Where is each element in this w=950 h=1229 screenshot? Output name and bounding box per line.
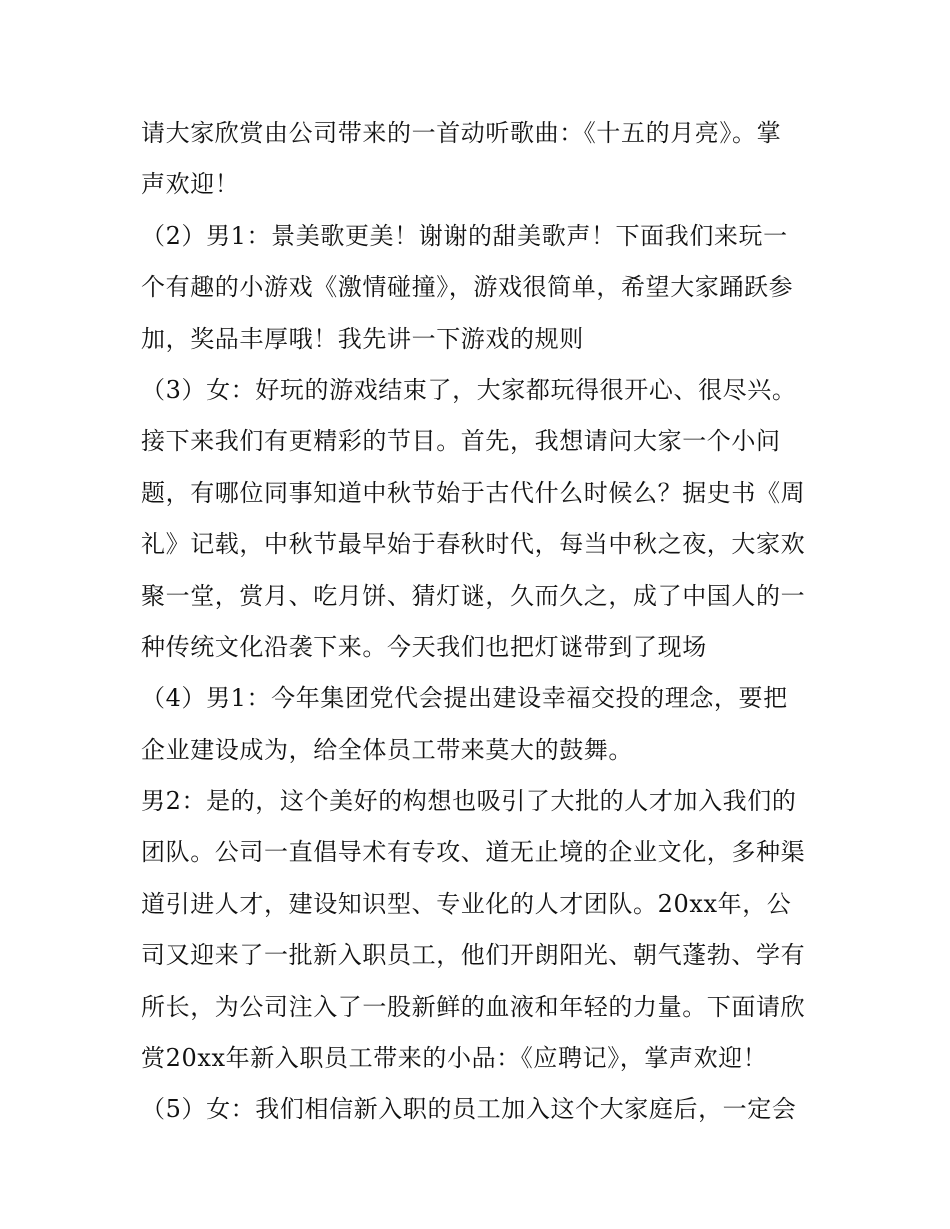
text-line: 声欢迎！ [141,170,240,199]
text-line: 所长，为公司注入了一股新鲜的血液和年轻的力量。下面请欣 [141,992,806,1021]
text-line: （5）女：我们相信新入职的员工加入这个大家庭后，一定会 [141,1095,797,1124]
text-line: 礼》记载，中秋节最早始于春秋时代，每当中秋之夜，大家欢 [141,530,806,559]
text-line: 团队。公司一直倡导术有专攻、道无止境的企业文化，多种渠 [141,838,806,867]
text-line: 企业建设成为，给全体员工带来莫大的鼓舞。 [141,735,633,764]
text-line: 聚一堂，赏月、吃月饼、猜灯谜，久而久之，成了中国人的一 [141,581,806,610]
text-line: 赏20xx年新入职员工带来的小品：《应聘记》，掌声欢迎！ [141,1044,768,1073]
document-body [141,108,821,1136]
text-line: 个有趣的小游戏《激情碰撞》，游戏很简单，希望大家踊跃参 [141,273,794,302]
text-line: 种传统文化沿袭下来。今天我们也把灯谜带到了现场 [141,632,707,661]
text-line: 加，奖品丰厚哦！我先讲一下游戏的规则 [141,324,584,353]
text-line: 请大家欣赏由公司带来的一首动听歌曲：《十五的月亮》。掌 [141,119,782,147]
text-line: （2）男1：景美歌更美！谢谢的甜美歌声！下面我们来玩一 [141,221,788,250]
text-line: 司又迎来了一批新入职员工，他们开朗阳光、朝气蓬勃、学有 [141,941,806,970]
text-line: （4）男1：今年集团党代会提出建设幸福交投的理念，要把 [141,684,788,713]
text-line: 男2：是的，这个美好的构想也吸引了大批的人才加入我们的 [141,787,797,816]
text-line: 接下来我们有更精彩的节目。首先，我想请问大家一个小问 [141,427,781,456]
text-line: （3）女：好玩的游戏结束了，大家都玩得很开心、很尽兴。 [141,375,797,404]
text-line: 道引进人才，建设知识型、专业化的人才团队。20xx年，公 [141,889,792,918]
text-line: 题，有哪位同事知道中秋节始于古代什么时候么？据史书《周 [141,478,806,507]
